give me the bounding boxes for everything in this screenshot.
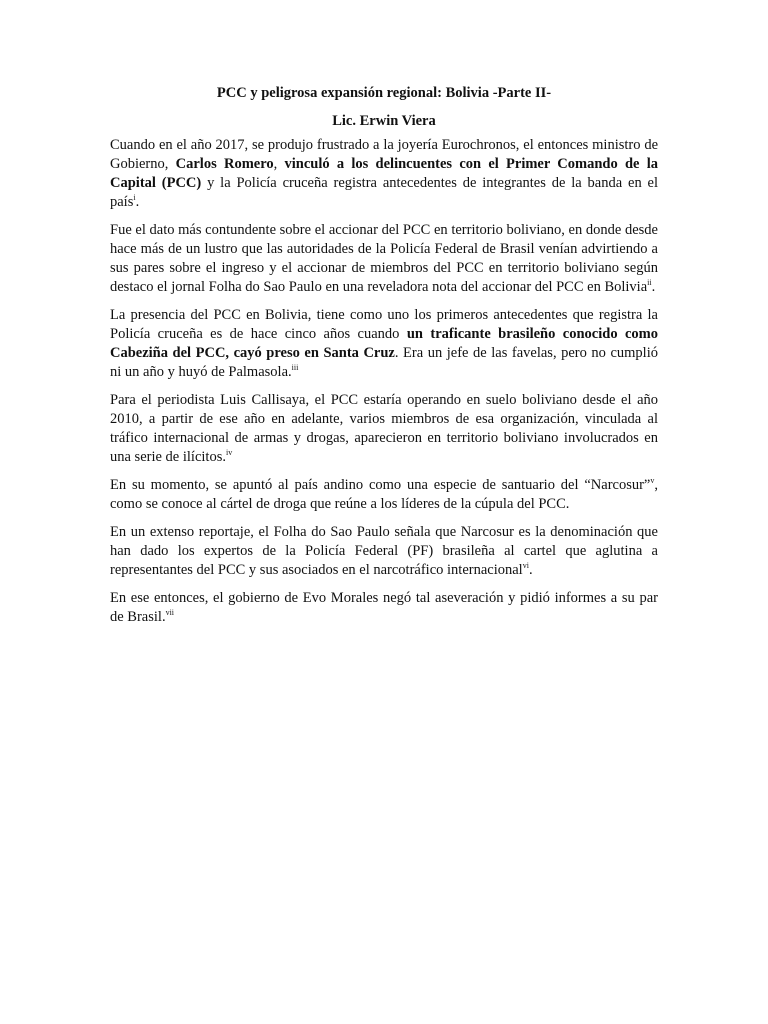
paragraph-text: . Era un jefe de las favelas, pero no cumplió ni un año y huyó de Palmasola. <box>110 345 658 380</box>
paragraph-2 <box>110 221 658 297</box>
paragraph-3 <box>110 306 658 382</box>
paragraph-text: . <box>651 279 656 295</box>
paragraph-7 <box>110 589 658 627</box>
paragraph-text: , <box>273 156 285 172</box>
paragraph-text: . <box>528 562 533 578</box>
paragraph-text: y la Policía cruceña registra antecedentes de integrantes de la banda en el país <box>110 175 658 210</box>
footnote-ref[interactable]: vii <box>165 608 175 618</box>
paragraph-6 <box>110 523 658 580</box>
paragraph-text: En un extenso reportaje, el Folha do Sao Paulo señala que Narcosur es la denominación que han dado los expertos de la Policía Federal (PF) brasileña al cartel que aglutina a representantes del PCC y sus asociados en el narcotráfico internacional <box>110 524 658 578</box>
footnote-ref[interactable]: iii <box>291 363 299 373</box>
paragraph-text: La presencia del PCC en Bolivia, tiene como uno los primeros antecedentes que registra la Policía cruceña es de hace cinco años cuando <box>110 307 658 342</box>
paragraph-text: , como se conoce al cártel de droga que reúne a los líderes de la cúpula del PCC. <box>110 477 658 512</box>
paragraph-5 <box>110 476 658 514</box>
footnote-ref[interactable]: i <box>133 193 136 203</box>
paragraph-text: En su momento, se apuntó al país andino como una especie de santuario del “Narcosur” <box>110 477 651 493</box>
paragraph-text: Para el periodista Luis Callisaya, el PCC estaría operando en suelo boliviano desde el año 2010, a partir de ese año en adelante, varios miembros de esa organización, vinculada al tráfico internacional de armas y drogas, aparecieron en territorio boliviano involucrados en una serie de ilícitos. <box>110 392 658 465</box>
document-author: Lic. Erwin Viera <box>332 113 436 129</box>
paragraph-text: En ese entonces, el gobierno de Evo Morales negó tal aseveración y pidió informes a su par de Brasil. <box>110 590 658 625</box>
paragraph-4 <box>110 391 658 467</box>
paragraph-text: Cuando en el año 2017, se produjo frustrado a la joyería Eurochronos, el entonces ministro de Gobierno, <box>110 137 658 172</box>
bold-text: un traficante brasileño conocido como Cabeziña del PCC, cayó preso en Santa Cruz <box>110 326 658 361</box>
footnote-ref[interactable]: v <box>650 476 655 486</box>
paragraph-1 <box>110 136 658 212</box>
paragraph-text: . <box>135 194 140 210</box>
paragraph-text: Fue el dato más contundente sobre el accionar del PCC en territorio boliviano, en donde desde hace más de un lustro que las autoridades de la Policía Federal de Brasil venían advirtiendo a sus pares sobre el ingreso y el accionar de miembros del PCC en territorio boliviano según destaco el jornal Folha do Sao Paulo en una reveladora nota del accionar del PCC en Bolivia <box>110 222 658 295</box>
document-page <box>110 84 658 636</box>
footnote-ref[interactable]: vi <box>522 561 529 571</box>
document-title: PCC y peligrosa expansión regional: Bolivia -Parte II- <box>216 85 552 101</box>
bold-text: vinculó a los delincuentes con el Primer Comando de la Capital (PCC) <box>110 156 658 191</box>
footnote-ref[interactable]: iv <box>225 448 233 458</box>
bold-text: Carlos Romero <box>175 156 274 172</box>
footnote-ref[interactable]: ii <box>647 278 652 288</box>
